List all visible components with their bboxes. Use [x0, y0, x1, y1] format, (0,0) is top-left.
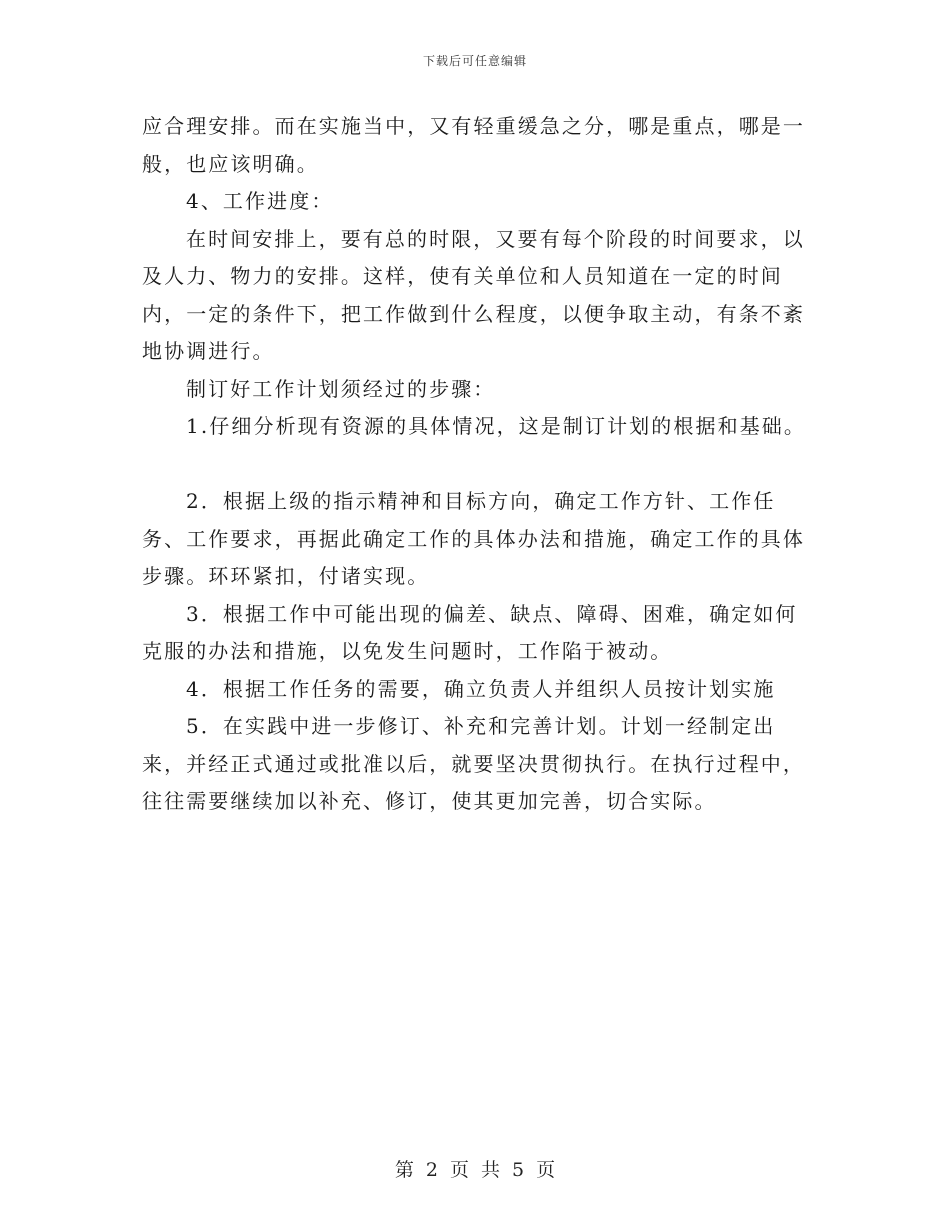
page-number: 第 2 页 共 5 页	[394, 1159, 556, 1181]
step-3: 3．根据工作中可能出现的偏差、缺点、障碍、困难，确定如何克服的办法和措施，以免发生问题时，工作陷于被动。	[142, 601, 798, 663]
paragraph-progress: 在时间安排上，要有总的时限，又要有每个阶段的时间要求，以及人力、物力的安排。这样，使有关单位和人员知道在一定的时间内，一定的条件下，把工作做到什么程度，以便争取主动，有条不紊地协调进行。	[142, 226, 805, 363]
paragraph-continuation: 应合理安排。而在实施当中，又有轻重缓急之分，哪是重点，哪是一般，也应该明确。	[142, 114, 805, 176]
section-heading-progress: 4、工作进度：	[186, 189, 334, 213]
document-body	[142, 108, 810, 821]
step-2: 2．根据上级的指示精神和目标方向，确定工作方针、工作任务、工作要求，再据此确定工作的具体办法和措施，确定工作的具体步骤。环环紧扣，付诸实现。	[142, 489, 805, 588]
steps-heading: 制订好工作计划须经过的步骤：	[186, 376, 496, 401]
step-4: 4．根据工作任务的需要，确立负责人并组织人员按计划实施	[186, 676, 776, 701]
step-5: 5．在实践中进一步修订、补充和完善计划。计划一经制定出来，并经正式通过或批准以后，就要坚决贯彻执行。在执行过程中，往往需要继续加以补充、修订，使其更加完善，切合实际。	[142, 714, 805, 813]
paragraph-spacer	[142, 446, 810, 484]
page-header: 下载后可任意编辑	[422, 54, 527, 68]
step-1: 1.仔细分析现有资源的具体情况，这是制订计划的根据和基础。	[186, 414, 806, 438]
